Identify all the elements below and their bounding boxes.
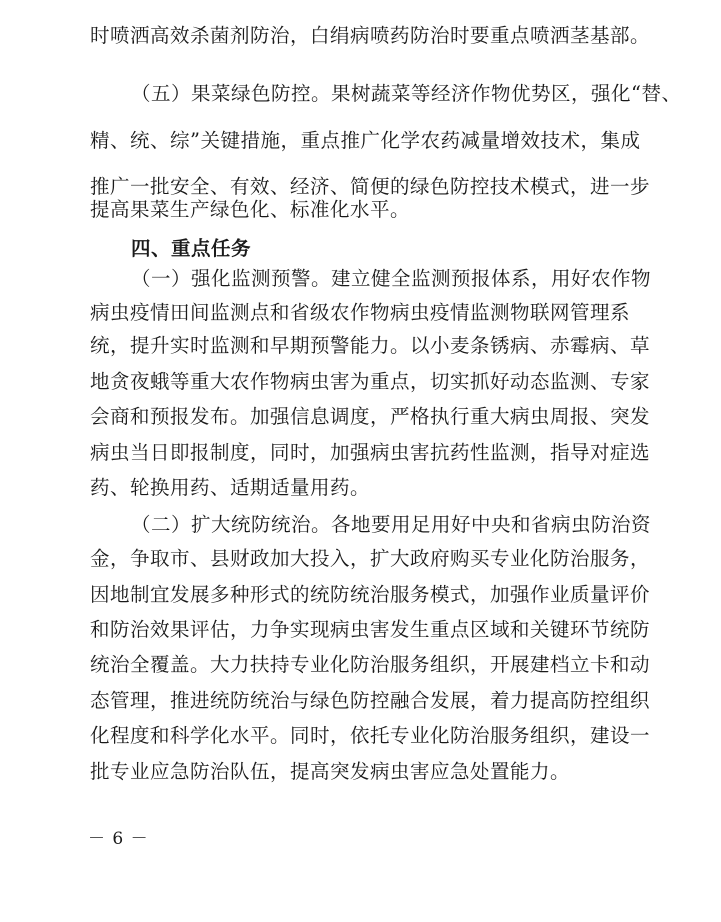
- paragraph-line: 因地制宜发展多种形式的统防统治服务模式，加强作业质量评价: [90, 583, 651, 606]
- paragraph-line: 批专业应急防治队伍，提高突发病虫害应急处置能力。: [90, 760, 571, 783]
- paragraph-line: 时喷洒高效杀菌剂防治，白绢病喷药防治时要重点喷洒茎基部。: [90, 24, 651, 47]
- paragraph-text: 各地要用足用好中央和省病虫防治资: [331, 513, 652, 536]
- section-label: （二）扩大统防统治。: [131, 513, 332, 536]
- page-number: － 6 －: [88, 829, 149, 849]
- paragraph-line: 金，争取市、县财政加大投入，扩大政府购买专业化防治服务，: [90, 547, 651, 570]
- paragraph-line: 病虫疫情田间监测点和省级农作物病虫疫情监测物联网管理系: [90, 301, 631, 324]
- paragraph-line: 会商和预报发布。加强信息调度，严格执行重大病虫周报、突发: [90, 405, 651, 428]
- paragraph-line: 推广一批安全、有效、经济、简便的绿色防控技术模式，进一步: [90, 175, 651, 198]
- paragraph-text: 果树蔬菜等经济作物优势区，强化“替、: [331, 82, 682, 105]
- section-label: （一）强化监测预警。: [131, 267, 332, 290]
- paragraph-line: 和防治效果评估，力争实现病虫害发生重点区域和关键环节统防: [90, 618, 651, 641]
- paragraph-text: 建立健全监测预报体系，用好农作物: [331, 267, 652, 290]
- section-label: （五）果菜绿色防控。: [131, 82, 332, 105]
- paragraph-line: 病虫当日即报制度，同时，加强病虫害抗药性监测，指导对症选: [90, 441, 651, 464]
- paragraph-line: 精、统、综”关键措施，重点推广化学农药减量增效技术，集成: [90, 129, 641, 152]
- paragraph-line: 统治全覆盖。大力扶持专业化防治服务组织，开展建档立卡和动: [90, 653, 651, 676]
- paragraph-line: 地贪夜蛾等重大农作物病虫害为重点，切实抓好动态监测、专家: [90, 370, 651, 393]
- paragraph-line: 统，提升实时监测和早期预警能力。以小麦条锈病、赤霉病、草: [90, 334, 651, 357]
- paragraph-first-line: [131, 79, 682, 109]
- paragraph-line: 化程度和科学化水平。同时，依托专业化防治服务组织，建设一: [90, 724, 651, 747]
- section-heading: 四、重点任务: [131, 237, 252, 260]
- paragraph-line: 提高果菜生产绿色化、标准化水平。: [90, 198, 411, 221]
- paragraph-first-line: [131, 264, 652, 294]
- paragraph-line: 药、轮换用药、适期适量用药。: [90, 476, 371, 499]
- paragraph-first-line: [131, 510, 652, 540]
- paragraph-line: 态管理，推进统防统治与绿色防控融合发展，着力提高防控组织: [90, 689, 651, 712]
